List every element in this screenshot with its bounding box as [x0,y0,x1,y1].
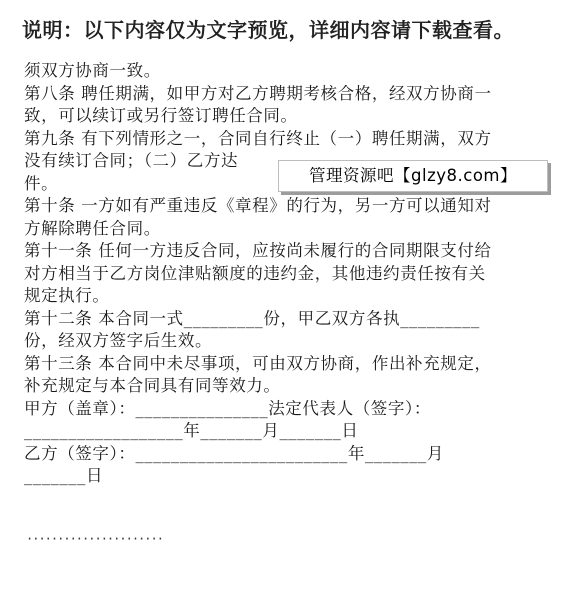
doc-line: 乙方（签字）：________________________年_______月 [24,443,444,463]
doc-line: 份，经双方签字后生效。 [24,331,213,350]
doc-line: 第十二条 本合同一式_________份，甲乙双方各执_________ [24,308,480,328]
doc-line: 方解除聘任合同。 [24,218,161,238]
doc-line: _______日 [24,466,104,485]
doc-line: 致，可以续订或另行签订聘任合同。 [24,106,298,125]
doc-line: 第九条 有下列情形之一，合同自行终止（一）聘任期满，双方 [24,128,492,148]
doc-line: 第八条 聘任期满，如甲方对乙方聘期考核合格，经双方协商一 [24,83,492,103]
doc-line: 须双方协商一致。 [24,61,161,80]
document-body [24,60,560,488]
doc-line: 甲方（盖章）：_______________法定代表人（签字）： [24,398,431,418]
preview-notice: 说明：以下内容仅为文字预览，详细内容请下载查看。 [22,18,514,42]
doc-line: 第十一条 任何一方违反合同，应按尚未履行的合同期限支付给 [24,241,492,260]
truncation-ellipsis: ······················ [26,532,163,546]
doc-line: 第十三条 本合同中未尽事项，可由双方协商，作出补充规定， [24,353,492,373]
watermark-banner: 管理资源吧【glzy8.com】 [278,160,548,192]
doc-line: 规定执行。 [24,286,110,305]
doc-line: __________________年_______月_______日 [24,421,359,440]
doc-line: 件。 [24,173,59,193]
doc-line: 没有续订合同；（二）乙方达 [24,151,239,170]
doc-line: 补充规定与本合同具有同等效力。 [24,376,281,395]
doc-line: 第十条 一方如有严重违反《章程》的行为，另一方可以通知对 [24,196,492,215]
doc-line: 对方相当于乙方岗位津贴额度的违约金，其他违约责任按有关 [24,263,486,283]
